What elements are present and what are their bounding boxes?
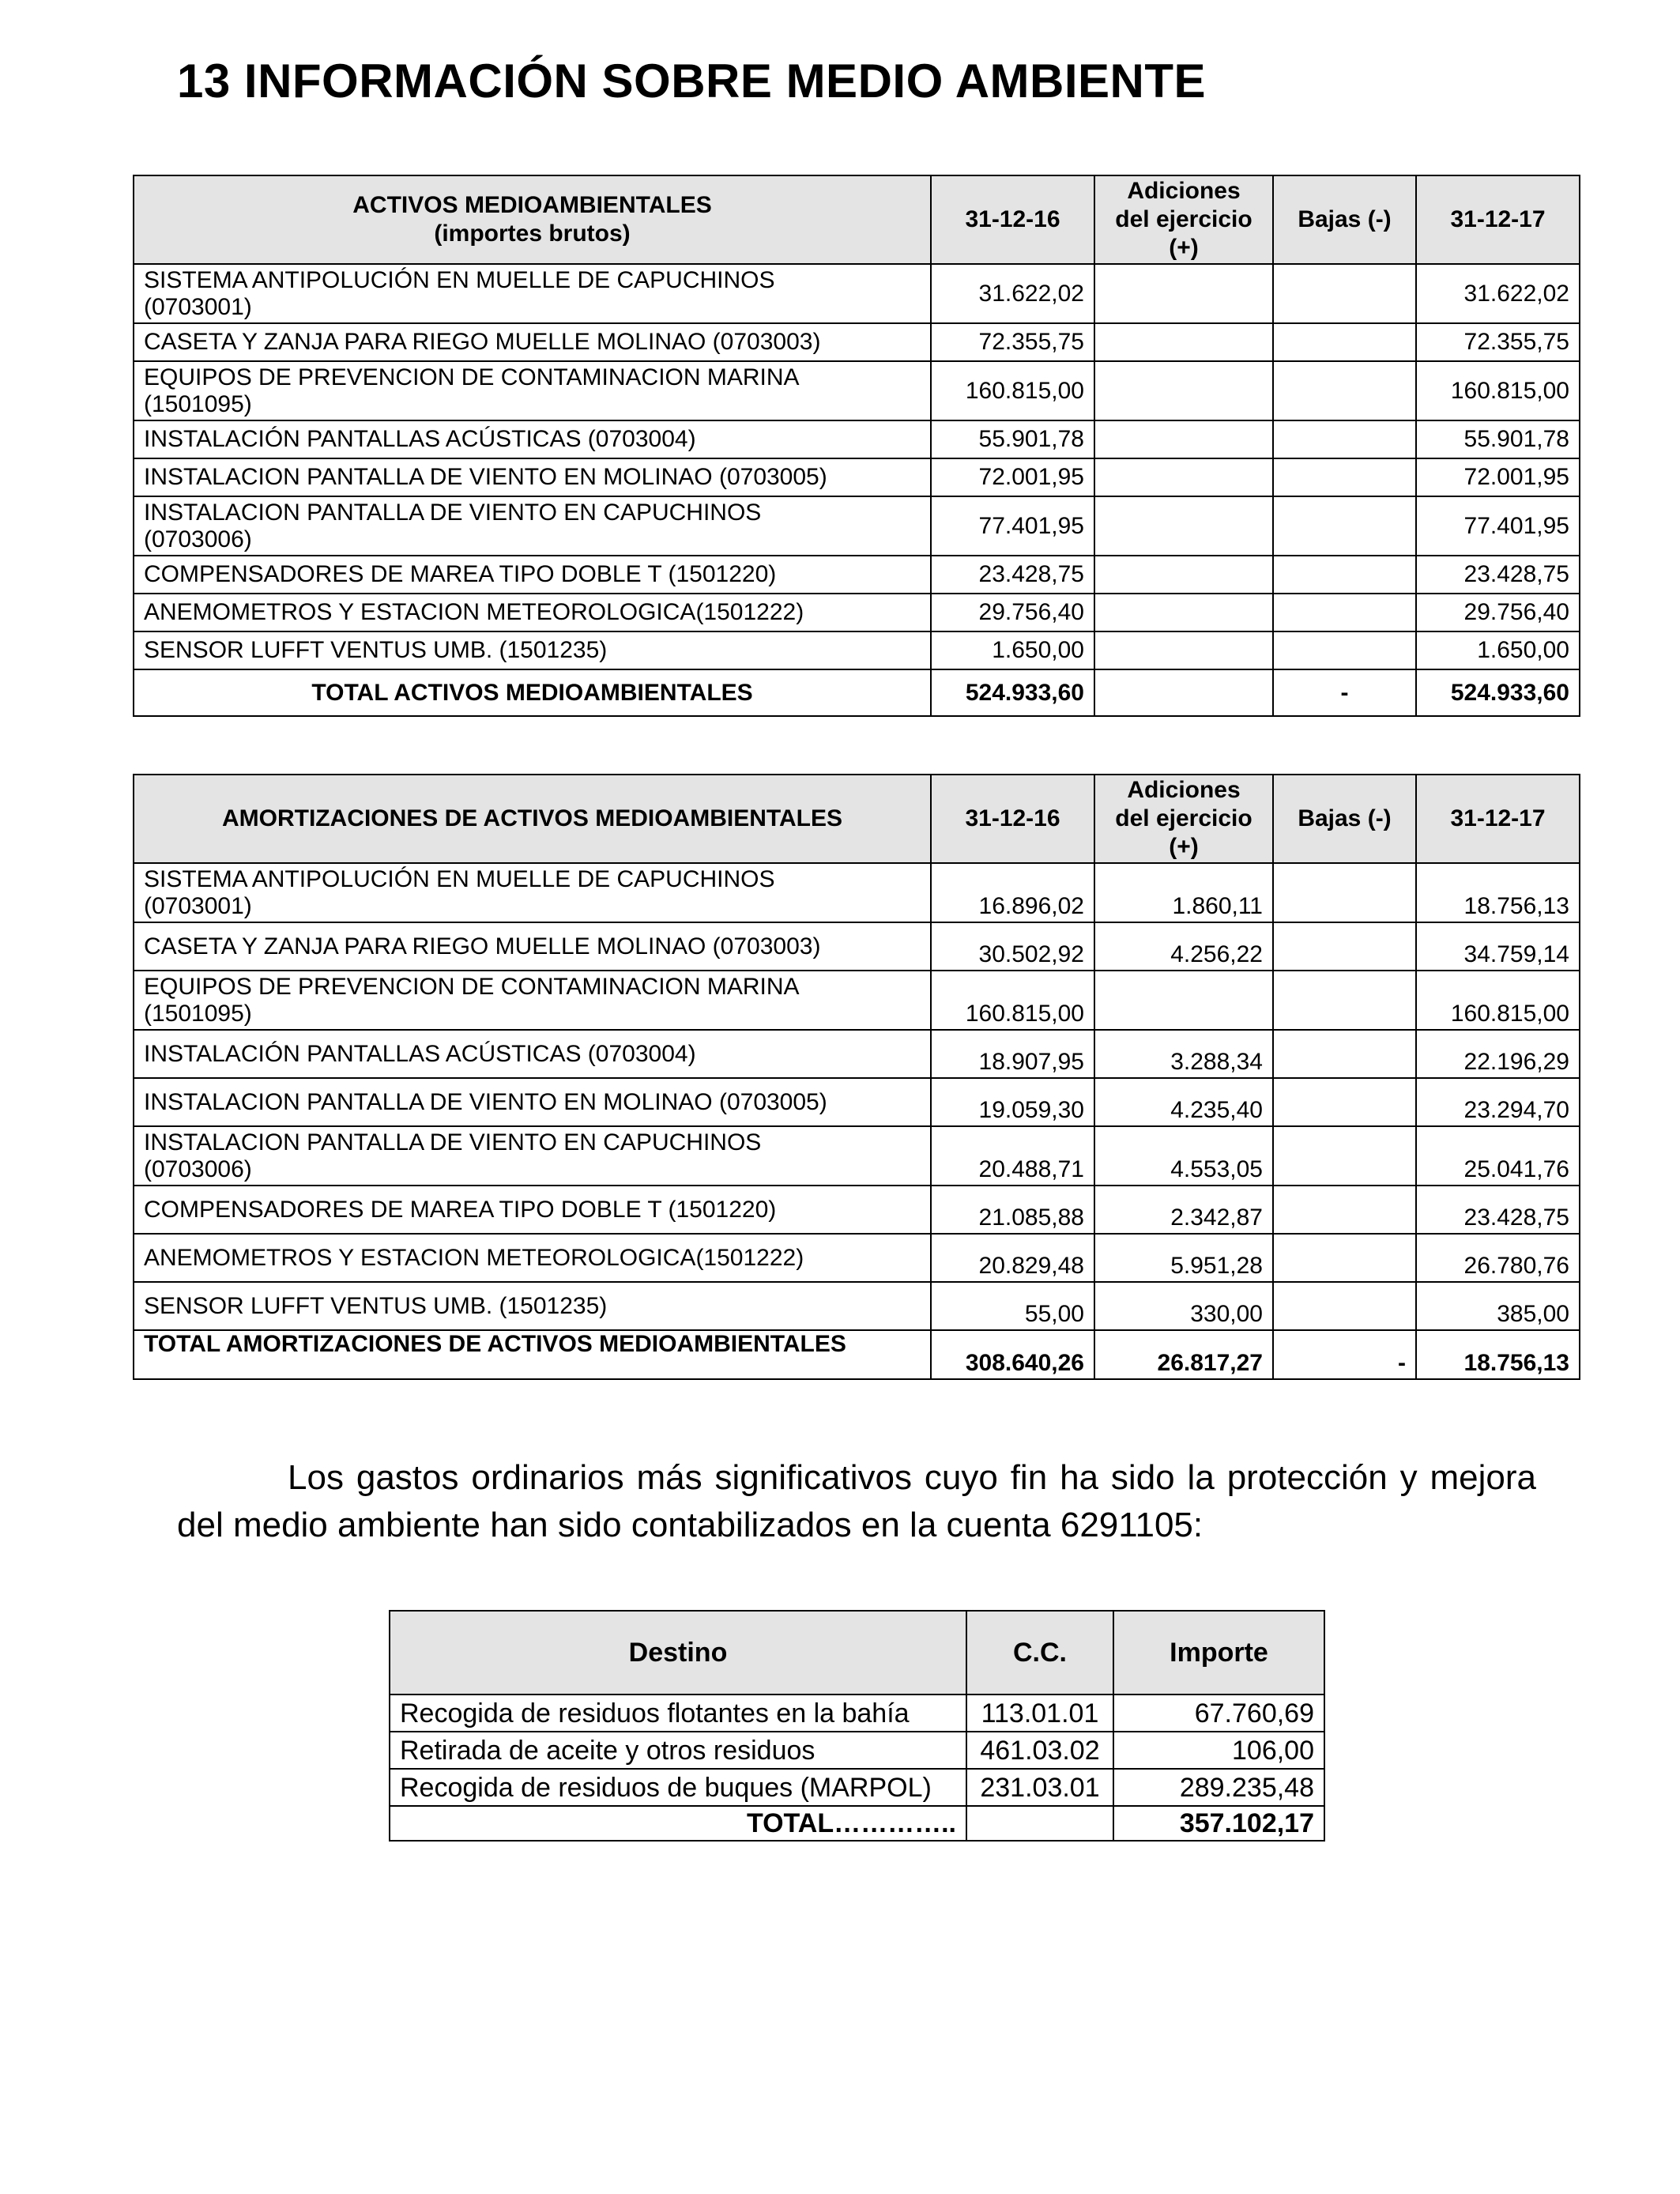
- assets-row-label: [134, 496, 931, 556]
- assets-row: [134, 594, 1580, 631]
- assets-row-end: 31.622,02: [1416, 264, 1580, 323]
- assets-total-start: 524.933,60: [931, 669, 1094, 716]
- assets-row-bajas: [1273, 458, 1416, 496]
- expenses-header-cc: C.C.: [966, 1611, 1113, 1695]
- amort-row-label: [134, 1030, 931, 1078]
- assets-row-end: 72.355,75: [1416, 323, 1580, 361]
- assets-row-start: 72.355,75: [931, 323, 1094, 361]
- amort-row-start: 16.896,02: [931, 863, 1094, 922]
- amort-row-label: [134, 922, 931, 971]
- amort-row: [134, 1078, 1580, 1126]
- amort-row-bajas: [1273, 971, 1416, 1030]
- amort-header-name: AMORTIZACIONES DE ACTIVOS MEDIOAMBIENTALES: [134, 775, 931, 863]
- assets-row-label: [134, 420, 931, 458]
- amort-row-add: 1.860,11: [1094, 863, 1273, 922]
- assets-total-end: 524.933,60: [1416, 669, 1580, 716]
- expenses-header-importe: Importe: [1113, 1611, 1324, 1695]
- assets-row-start: 31.622,02: [931, 264, 1094, 323]
- amort-row-end: 385,00: [1416, 1282, 1580, 1330]
- amort-header-add-line2: del ejercicio: [1115, 805, 1252, 831]
- assets-row-start: 55.901,78: [931, 420, 1094, 458]
- assets-row-label-line1: INSTALACION PANTALLA DE VIENTO EN MOLINAO (0703005): [144, 464, 827, 490]
- amort-row-bajas: [1273, 922, 1416, 971]
- amort-row-start: 19.059,30: [931, 1078, 1094, 1126]
- expenses-total-label: TOTAL…………..: [390, 1806, 966, 1841]
- amort-row-bajas: [1273, 1234, 1416, 1282]
- assets-row-add: [1094, 458, 1273, 496]
- amort-row-end: 22.196,29: [1416, 1030, 1580, 1078]
- assets-row-label: [134, 631, 931, 669]
- amort-row-label-line1: SISTEMA ANTIPOLUCIÓN EN MUELLE DE CAPUCHINOS: [144, 865, 775, 892]
- amort-row-bajas: [1273, 1030, 1416, 1078]
- amort-row-end: 23.294,70: [1416, 1078, 1580, 1126]
- assets-row-label-line1: INSTALACION PANTALLA DE VIENTO EN CAPUCHINOS: [144, 499, 762, 526]
- assets-total-add: [1094, 669, 1273, 716]
- amort-row-end: 26.780,76: [1416, 1234, 1580, 1282]
- assets-row-end: 160.815,00: [1416, 361, 1580, 420]
- amort-row-label-line1: SENSOR LUFFT VENTUS UMB. (1501235): [144, 1292, 608, 1319]
- amort-total-bajas: -: [1273, 1330, 1416, 1379]
- amort-row-add: 2.342,87: [1094, 1186, 1273, 1234]
- assets-row-add: [1094, 264, 1273, 323]
- assets-row-label: [134, 556, 931, 594]
- amort-row-add: 3.288,34: [1094, 1030, 1273, 1078]
- amort-row-label-line1: EQUIPOS DE PREVENCION DE CONTAMINACION MARINA: [144, 973, 800, 1000]
- body-paragraph: Los gastos ordinarios más significativos cuyo fin ha sido la protección y mejora del medio ambiente han sido contabilizados en la cuenta 6291105:: [177, 1458, 1536, 1544]
- amort-row: [134, 1030, 1580, 1078]
- assets-row-label-line1: ANEMOMETROS Y ESTACION METEOROLOGICA(1501222): [144, 599, 804, 625]
- assets-row-label-line1: SENSOR LUFFT VENTUS UMB. (1501235): [144, 637, 608, 663]
- amort-row-add: 4.256,22: [1094, 922, 1273, 971]
- assets-row-label-line2: (1501095): [144, 390, 252, 417]
- amort-total-end: 18.756,13: [1416, 1330, 1580, 1379]
- amort-row-label-line1: INSTALACION PANTALLA DE VIENTO EN CAPUCHINOS: [144, 1129, 762, 1155]
- assets-row-end: 55.901,78: [1416, 420, 1580, 458]
- amort-row-bajas: [1273, 863, 1416, 922]
- page-title: 13 INFORMACIÓN SOBRE MEDIO AMBIENTE: [177, 55, 1207, 107]
- expenses-row-destino: Recogida de residuos de buques (MARPOL): [390, 1769, 966, 1806]
- amort-row-label: [134, 1282, 931, 1330]
- assets-row-label-line1: INSTALACIÓN PANTALLAS ACÚSTICAS (0703004): [144, 426, 696, 452]
- assets-row-start: 77.401,95: [931, 496, 1094, 556]
- expenses-row-importe: 67.760,69: [1113, 1695, 1324, 1732]
- assets-row-label-line1: COMPENSADORES DE MAREA TIPO DOBLE T (1501220): [144, 561, 777, 587]
- assets-row-label-line1: CASETA Y ZANJA PARA RIEGO MUELLE MOLINAO (0703003): [144, 329, 821, 355]
- assets-header-end: 31-12-17: [1416, 175, 1580, 264]
- amortization-table: [133, 774, 1580, 1380]
- assets-row-end: 1.650,00: [1416, 631, 1580, 669]
- amort-row-start: 30.502,92: [931, 922, 1094, 971]
- expenses-row-destino: Recogida de residuos flotantes en la bahía: [390, 1695, 966, 1732]
- amort-row-label: [134, 1078, 931, 1126]
- assets-row-end: 29.756,40: [1416, 594, 1580, 631]
- assets-header-row: [134, 175, 1580, 264]
- amort-row: [134, 1186, 1580, 1234]
- assets-row: [134, 631, 1580, 669]
- assets-row-label: [134, 323, 931, 361]
- assets-row-add: [1094, 420, 1273, 458]
- expenses-row: [390, 1732, 1324, 1769]
- assets-row-start: 1.650,00: [931, 631, 1094, 669]
- assets-row-end: 72.001,95: [1416, 458, 1580, 496]
- assets-row-bajas: [1273, 556, 1416, 594]
- amort-row-add: 5.951,28: [1094, 1234, 1273, 1282]
- amort-row-label: [134, 1234, 931, 1282]
- assets-row: [134, 458, 1580, 496]
- assets-row-label-line2: (0703001): [144, 293, 252, 320]
- assets-row-start: 72.001,95: [931, 458, 1094, 496]
- assets-row: [134, 361, 1580, 420]
- expenses-header-destino: Destino: [390, 1611, 966, 1695]
- assets-row-add: [1094, 323, 1273, 361]
- amort-total-start: 308.640,26: [931, 1330, 1094, 1379]
- amort-header-row: [134, 775, 1580, 863]
- amort-row-start: 20.829,48: [931, 1234, 1094, 1282]
- assets-total-bajas: -: [1273, 669, 1416, 716]
- amort-row-end: 34.759,14: [1416, 922, 1580, 971]
- amort-row-add: [1094, 971, 1273, 1030]
- amort-row-label: [134, 1126, 931, 1186]
- amort-row-end: 25.041,76: [1416, 1126, 1580, 1186]
- assets-header-name: [134, 175, 931, 264]
- amort-row: [134, 971, 1580, 1030]
- amort-row-bajas: [1273, 1186, 1416, 1234]
- amort-row: [134, 1234, 1580, 1282]
- amort-row-label-line2: (1501095): [144, 1000, 252, 1027]
- expenses-table: [389, 1610, 1325, 1842]
- assets-row: [134, 323, 1580, 361]
- assets-header-add-line1: Adiciones: [1127, 178, 1241, 204]
- assets-table: [133, 175, 1580, 717]
- expenses-row: [390, 1769, 1324, 1806]
- assets-row-label-line1: SISTEMA ANTIPOLUCIÓN EN MUELLE DE CAPUCHINOS: [144, 266, 775, 293]
- amort-total-add: 26.817,27: [1094, 1330, 1273, 1379]
- amort-row-label-line2: (0703006): [144, 1155, 252, 1182]
- expenses-row-cc: 231.03.01: [966, 1769, 1113, 1806]
- assets-header-name-line2: (importes brutos): [434, 221, 631, 247]
- assets-row-label: [134, 458, 931, 496]
- amort-header-end: 31-12-17: [1416, 775, 1580, 863]
- amort-row-start: 18.907,95: [931, 1030, 1094, 1078]
- assets-header-start: 31-12-16: [931, 175, 1094, 264]
- assets-row-end: 77.401,95: [1416, 496, 1580, 556]
- assets-header-bajas: Bajas (-): [1273, 175, 1416, 264]
- amort-header-additions: [1094, 775, 1273, 863]
- expenses-row-destino: Retirada de aceite y otros residuos: [390, 1732, 966, 1769]
- expenses-row-importe: 106,00: [1113, 1732, 1324, 1769]
- expenses-total-row: [390, 1806, 1324, 1841]
- amort-row-bajas: [1273, 1078, 1416, 1126]
- assets-row-bajas: [1273, 264, 1416, 323]
- assets-header-add-line3: (+): [1169, 235, 1199, 261]
- amort-row-bajas: [1273, 1282, 1416, 1330]
- assets-row-label: [134, 361, 931, 420]
- assets-row: [134, 496, 1580, 556]
- assets-row-bajas: [1273, 420, 1416, 458]
- amort-header-start: 31-12-16: [931, 775, 1094, 863]
- amort-row-add: 4.553,05: [1094, 1126, 1273, 1186]
- amort-row-end: 18.756,13: [1416, 863, 1580, 922]
- assets-row-bajas: [1273, 496, 1416, 556]
- amort-row-start: 20.488,71: [931, 1126, 1094, 1186]
- assets-row-add: [1094, 496, 1273, 556]
- amort-row-start: 160.815,00: [931, 971, 1094, 1030]
- amort-row-start: 21.085,88: [931, 1186, 1094, 1234]
- amort-row-label-line2: (0703001): [144, 892, 252, 919]
- amort-row-label-line1: ANEMOMETROS Y ESTACION METEOROLOGICA(1501222): [144, 1244, 804, 1271]
- amort-row-start: 55,00: [931, 1282, 1094, 1330]
- expenses-total-importe: 357.102,17: [1113, 1806, 1324, 1841]
- assets-row: [134, 420, 1580, 458]
- amort-row-label: [134, 971, 931, 1030]
- assets-row-label-line2: (0703006): [144, 526, 252, 552]
- expenses-row-cc: 113.01.01: [966, 1695, 1113, 1732]
- assets-header-additions: [1094, 175, 1273, 264]
- expenses-row-importe: 289.235,48: [1113, 1769, 1324, 1806]
- assets-row-label: [134, 594, 931, 631]
- expenses-row-cc: 461.03.02: [966, 1732, 1113, 1769]
- amort-row: [134, 1282, 1580, 1330]
- assets-row-label: [134, 264, 931, 323]
- amort-row-label-line1: INSTALACION PANTALLA DE VIENTO EN MOLINAO (0703005): [144, 1088, 827, 1115]
- assets-header-add-line2: del ejercicio: [1115, 206, 1252, 232]
- assets-row-bajas: [1273, 361, 1416, 420]
- assets-row-label-line1: EQUIPOS DE PREVENCION DE CONTAMINACION MARINA: [144, 364, 800, 390]
- amort-row-add: 330,00: [1094, 1282, 1273, 1330]
- amort-row-add: 4.235,40: [1094, 1078, 1273, 1126]
- amort-row: [134, 863, 1580, 922]
- amort-header-bajas: Bajas (-): [1273, 775, 1416, 863]
- amort-header-add-line1: Adiciones: [1127, 777, 1241, 803]
- expenses-header-row: [390, 1611, 1324, 1695]
- amort-row-label: [134, 1186, 931, 1234]
- assets-row: [134, 264, 1580, 323]
- assets-row-end: 23.428,75: [1416, 556, 1580, 594]
- amort-row-end: 23.428,75: [1416, 1186, 1580, 1234]
- amort-header-add-line3: (+): [1169, 834, 1199, 860]
- amort-row-bajas: [1273, 1126, 1416, 1186]
- assets-row: [134, 556, 1580, 594]
- amort-total-label: TOTAL AMORTIZACIONES DE ACTIVOS MEDIOAMBIENTALES: [134, 1330, 931, 1379]
- assets-header-name-line1: ACTIVOS MEDIOAMBIENTALES: [352, 192, 712, 218]
- expenses-row: [390, 1695, 1324, 1732]
- assets-row-bajas: [1273, 631, 1416, 669]
- amort-row-label-line1: CASETA Y ZANJA PARA RIEGO MUELLE MOLINAO (0703003): [144, 933, 821, 959]
- assets-row-add: [1094, 556, 1273, 594]
- amort-row: [134, 1126, 1580, 1186]
- assets-row-bajas: [1273, 323, 1416, 361]
- assets-total-label: TOTAL ACTIVOS MEDIOAMBIENTALES: [134, 669, 931, 716]
- amort-total-row: [134, 1330, 1580, 1379]
- assets-row-add: [1094, 631, 1273, 669]
- assets-row-start: 29.756,40: [931, 594, 1094, 631]
- amort-row-label-line1: COMPENSADORES DE MAREA TIPO DOBLE T (1501220): [144, 1196, 777, 1223]
- amort-row-label-line1: INSTALACIÓN PANTALLAS ACÚSTICAS (0703004): [144, 1040, 696, 1067]
- assets-row-start: 160.815,00: [931, 361, 1094, 420]
- amort-row-end: 160.815,00: [1416, 971, 1580, 1030]
- assets-row-add: [1094, 361, 1273, 420]
- assets-total-row: [134, 669, 1580, 716]
- expenses-total-cc: [966, 1806, 1113, 1841]
- amort-row: [134, 922, 1580, 971]
- amort-row-label: [134, 863, 931, 922]
- assets-row-start: 23.428,75: [931, 556, 1094, 594]
- assets-row-bajas: [1273, 594, 1416, 631]
- assets-row-add: [1094, 594, 1273, 631]
